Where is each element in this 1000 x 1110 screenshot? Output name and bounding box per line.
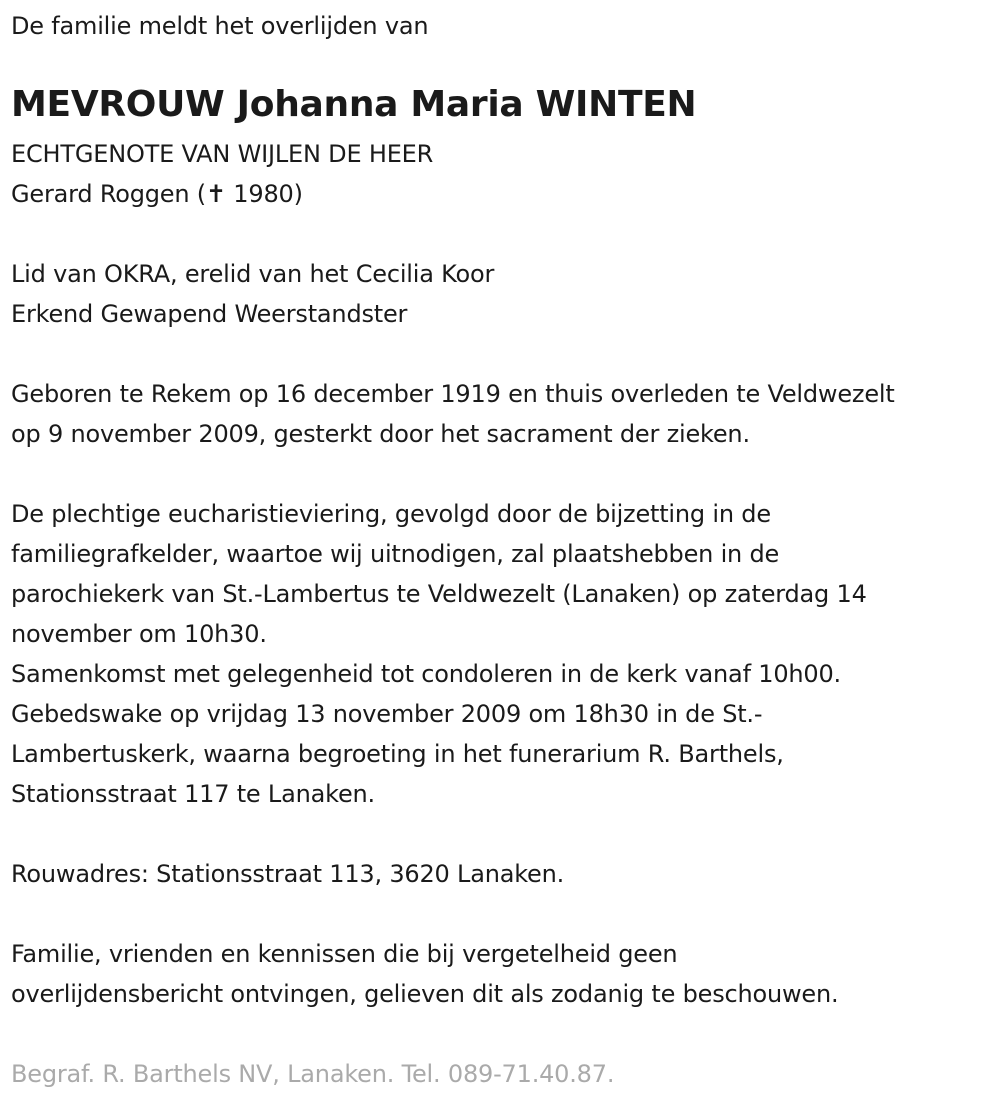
- closing-line: overlijdensbericht ontvingen, gelieven dit als zodanig te beschouwen.: [11, 980, 839, 1008]
- ceremony-block: [11, 494, 867, 814]
- address-block: [11, 854, 564, 894]
- ceremony-line: De plechtige eucharistieviering, gevolgd door de bijzetting in de: [11, 500, 771, 528]
- ceremony-line: Samenkomst met gelegenheid tot condoleren in de kerk vanaf 10h00.: [11, 660, 841, 688]
- footer-block: [11, 1054, 614, 1094]
- ceremony-line: november om 10h30.: [11, 620, 267, 648]
- birth-death-line: op 9 november 2009, gesterkt door het sacrament der zieken.: [11, 420, 750, 448]
- membership-line: Erkend Gewapend Weerstandster: [11, 300, 408, 328]
- ceremony-line: Gebedswake op vrijdag 13 november 2009 om 18h30 in de St.-: [11, 700, 763, 728]
- spouse-title: ECHTGENOTE VAN WIJLEN DE HEER: [11, 140, 434, 168]
- spouse-block: [11, 134, 433, 214]
- membership-line: Lid van OKRA, erelid van het Cecilia Koor: [11, 260, 495, 288]
- closing-block: [11, 934, 838, 1014]
- closing-line: Familie, vrienden en kennissen die bij vergetelheid geen: [11, 940, 678, 968]
- birth-death-block: [11, 374, 895, 454]
- ceremony-line: familiegrafkelder, waartoe wij uitnodigen, zal plaatshebben in de: [11, 540, 780, 568]
- membership-block: [11, 254, 494, 334]
- deceased-name: MEVROUW Johanna Maria WINTEN: [11, 84, 697, 125]
- ceremony-line: Stationsstraat 117 te Lanaken.: [11, 780, 375, 808]
- birth-death-line: Geboren te Rekem op 16 december 1919 en thuis overleden te Veldwezelt: [11, 380, 895, 408]
- spouse-name: Gerard Roggen (✝ 1980): [11, 180, 303, 208]
- intro-text: De familie meldt het overlijden van: [11, 12, 429, 40]
- ceremony-line: parochiekerk van St.-Lambertus te Veldwezelt (Lanaken) op zaterdag 14: [11, 580, 867, 608]
- ceremony-line: Lambertuskerk, waarna begroeting in het funerarium R. Barthels,: [11, 740, 784, 768]
- mourning-address: Rouwadres: Stationsstraat 113, 3620 Lanaken.: [11, 860, 565, 888]
- funeral-home-footer: Begraf. R. Barthels NV, Lanaken. Tel. 089-71.40.87.: [11, 1060, 615, 1088]
